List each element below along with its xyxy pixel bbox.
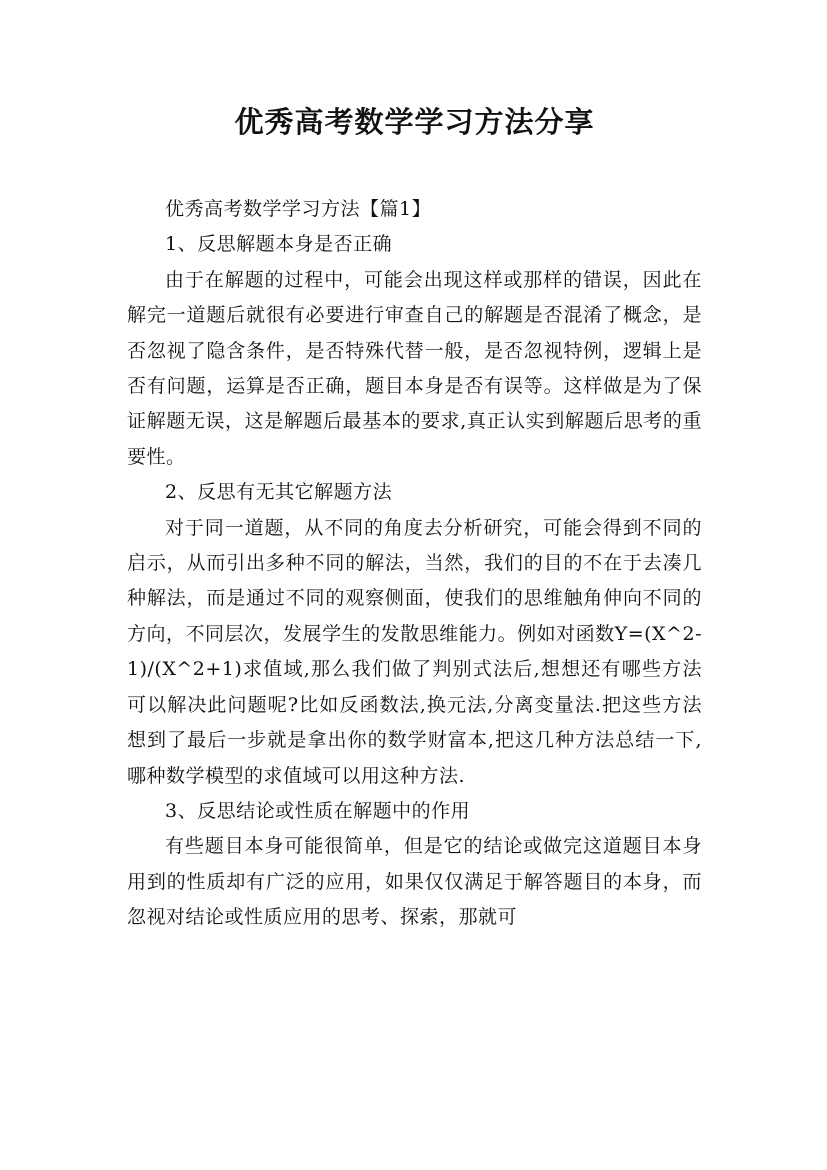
subheading-1: 1、反思解题本身是否正确 [165, 233, 393, 256]
paragraph-1: 由于在解题的过程中，可能会出现这样或那样的错误，因此在解完一道题后就很有必要进行审查自己的解题是否混淆了概念，是否忽视了隐含条件，是否特殊代替一般，是否忽视特例，逻辑上是否有问题，运算是否正确，题目本身是否有误等。这样做是为了保证解题无误，这是解题后最基本的要求,真正认实到解题后思考的重要性。 [127, 268, 702, 468]
subheading-2: 2、反思有无其它解题方法 [165, 481, 393, 504]
document-title: 优秀高考数学学习方法分享 [234, 105, 595, 139]
subheading-3: 3、反思结论或性质在解题中的作用 [165, 799, 471, 822]
paragraph-2: 对于同一道题，从不同的角度去分析研究，可能会得到不同的启示，从而引出多种不同的解法，当然，我们的目的不在于去凑几种解法，而是通过不同的观察侧面，使我们的思维触角伸向不同的方向，不同层次，发展学生的发散思维能力。例如对函数Y=(X^2-1)/(X^2+1)求值域,那么我们做了判别式法后,想想还有哪些方法可以解决此问题呢?比如反函数法,换元法,分离变量法.把这些方法想到了最后一步就是拿出你的数学财富本,把这几种方法总结一下,哪种数学模型的求值域可以用这种方法. [127, 516, 702, 787]
section-heading: 优秀高考数学学习方法【篇1】 [165, 198, 432, 220]
document-body [127, 192, 702, 936]
paragraph-3: 有些题目本身可能很简单，但是它的结论或做完这道题目本身用到的性质却有广泛的应用，如果仅仅满足于解答题目的本身，而忽视对结论或性质应用的思考、探索，那就可 [127, 835, 702, 929]
